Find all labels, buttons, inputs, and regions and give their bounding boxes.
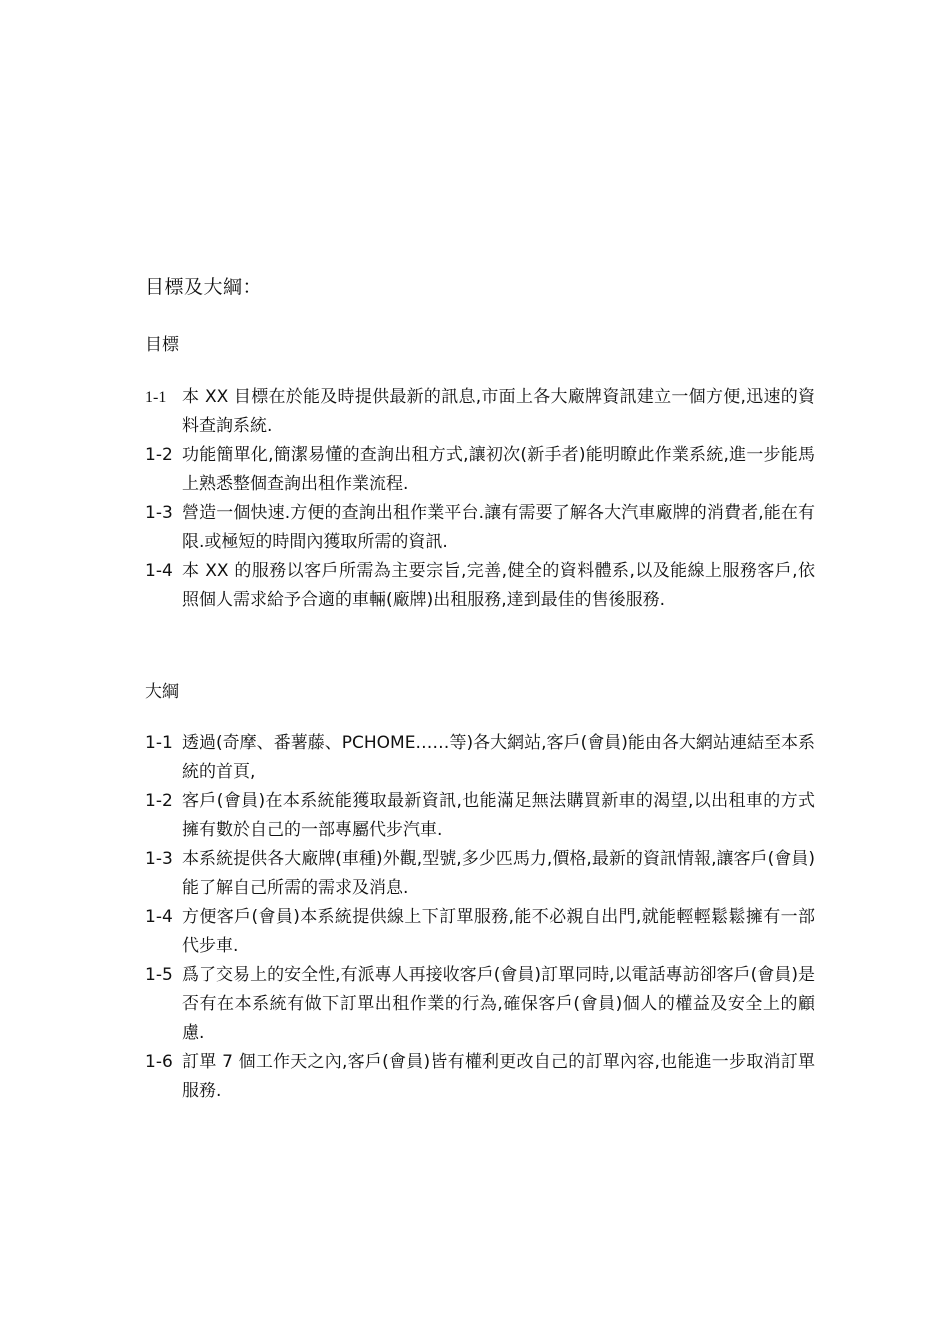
outline-item-text: 爲了交易上的安全性,有派專人再接收客戶(會員)訂單同時,以電話專訪卻客戶(會員)是否有在本系統有做下訂單出租作業的行為,確保客戶(會員)個人的權益及安全上的顧慮. <box>182 965 815 1043</box>
outline-item-number: 1-3 <box>145 849 173 869</box>
goal-item <box>145 441 815 499</box>
outline-item <box>145 729 815 787</box>
goal-item-number: 1-2 <box>145 445 173 465</box>
goal-item-text: 本 XX 的服務以客戶所需為主要宗旨,完善,健全的資料體系,以及能線上服務客戶,依照個人需求給予合適的車輛(廠牌)出租服務,達到最佳的售後服務. <box>182 561 815 610</box>
outline-item <box>145 903 815 961</box>
outline-item-number: 1-1 <box>145 733 173 753</box>
outline-item-text: 客戶(會員)在本系統能獲取最新資訊,也能滿足無法購買新車的渴望,以出租車的方式擁有數於自己的一部專屬代步汽車. <box>182 791 815 840</box>
outline-item-number: 1-6 <box>145 1052 173 1072</box>
outline-item-text: 透過(奇摩、番薯藤、PCHOME……等)各大網站,客戶(會員)能由各大網站連結至本系統的首頁, <box>182 733 815 782</box>
outline-item-text: 本系統提供各大廠牌(車種)外觀,型號,多少匹馬力,價格,最新的資訊情報,讓客戶(會員)能了解自己所需的需求及消息. <box>182 849 815 898</box>
goals-heading: 目標 <box>145 335 179 355</box>
goal-item-text: 功能簡單化,簡潔易懂的查詢出租方式,讓初次(新手者)能明瞭此作業系統,進一步能馬上熟悉整個查詢出租作業流程. <box>182 445 815 494</box>
goal-item-number: 1-1 <box>145 389 167 406</box>
outline-item-text: 方便客戶(會員)本系統提供線上下訂單服務,能不必親自出門,就能輕輕鬆鬆擁有一部代步車. <box>182 907 815 956</box>
outline-item <box>145 787 815 845</box>
outline-item-text: 訂單 7 個工作天之內,客戶(會員)皆有權利更改自己的訂單內容,也能進一步取消訂單服務. <box>182 1052 815 1101</box>
outline-item <box>145 961 815 1048</box>
goal-item-number: 1-3 <box>145 503 173 523</box>
goal-item-text: 營造一個快速.方便的查詢出租作業平台.讓有需要了解各大汽車廠牌的消費者,能在有限.或極短的時間內獲取所需的資訊. <box>182 503 815 552</box>
goal-item <box>145 499 815 557</box>
goal-item-text: 本 XX 目標在於能及時提供最新的訊息,市面上各大廠牌資訊建立一個方便,迅速的資料查詢系統. <box>182 387 815 436</box>
goal-item <box>145 557 815 615</box>
outline-item <box>145 1048 815 1106</box>
outline-item-number: 1-4 <box>145 907 173 927</box>
outline-list <box>145 729 815 1106</box>
outline-item-number: 1-2 <box>145 791 173 811</box>
document-title: 目標及大綱： <box>145 276 263 298</box>
outline-heading: 大綱 <box>145 682 179 702</box>
outline-item <box>145 845 815 903</box>
goal-item <box>145 383 815 441</box>
goals-list <box>145 383 815 615</box>
goal-item-number: 1-4 <box>145 561 173 581</box>
outline-item-number: 1-5 <box>145 965 173 985</box>
